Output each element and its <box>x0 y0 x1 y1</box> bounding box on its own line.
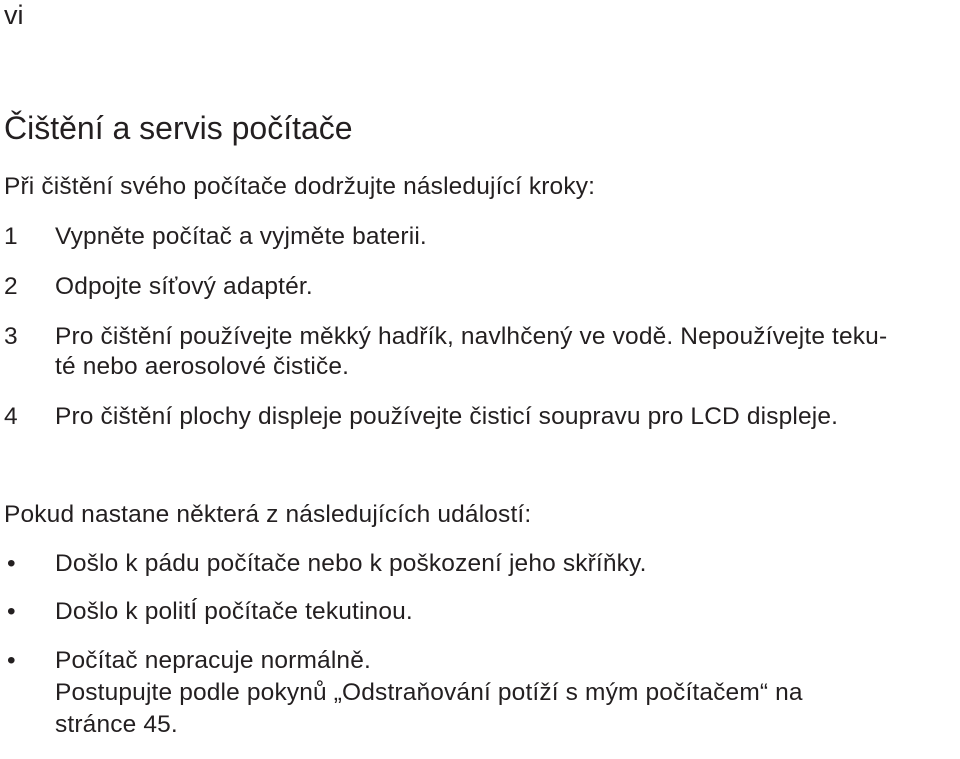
step-number: 2 <box>4 273 18 300</box>
step-text-line2: té nebo aerosolové čističe. <box>55 353 350 380</box>
bullet-text: Došlo k politÍ počítače tekutinou. <box>55 598 413 625</box>
step-text: Odpojte síťový adaptér. <box>55 273 313 300</box>
list-item <box>4 597 954 627</box>
step-text-line1: Pro čištění používejte měkký hadřík, navlhčený ve vodě. Nepoužívejte teku- <box>55 323 888 350</box>
page-number: vi <box>4 0 24 30</box>
step-text: Vypněte počítač a vyjměte baterii. <box>55 223 427 250</box>
step-number: 3 <box>4 323 18 350</box>
bullet-icon: • <box>7 647 16 674</box>
bullet-icon: • <box>7 598 16 625</box>
list-item <box>4 402 954 432</box>
list-item <box>4 272 954 302</box>
bullet-continuation-page-ref: stránce 45. <box>55 711 178 738</box>
bullet-icon: • <box>7 550 16 577</box>
conditions-list <box>4 549 954 759</box>
cleaning-intro: Při čištění svého počítače dodržujte následující kroky: <box>4 173 596 200</box>
list-item <box>4 549 954 579</box>
bullet-continuation: Postupujte podle pokynů „Odstraňování potíží s mým počítačem“ na <box>55 679 803 706</box>
conditions-intro: Pokud nastane některá z následujících událostí: <box>4 501 532 528</box>
list-item <box>4 222 954 252</box>
bullet-text: Počítač nepracuje normálně. <box>55 647 371 674</box>
bullet-text: Došlo k pádu počítače nebo k poškození jeho skříňky. <box>55 550 647 577</box>
cleaning-steps-list <box>4 222 954 452</box>
step-number: 4 <box>4 403 18 430</box>
section-heading: Čištění a servis počítače <box>4 110 353 146</box>
step-text: Pro čištění plochy displeje používejte čisticí soupravu pro LCD displeje. <box>55 403 839 430</box>
list-item <box>4 645 954 741</box>
step-number: 1 <box>4 223 18 250</box>
list-item <box>4 322 954 382</box>
